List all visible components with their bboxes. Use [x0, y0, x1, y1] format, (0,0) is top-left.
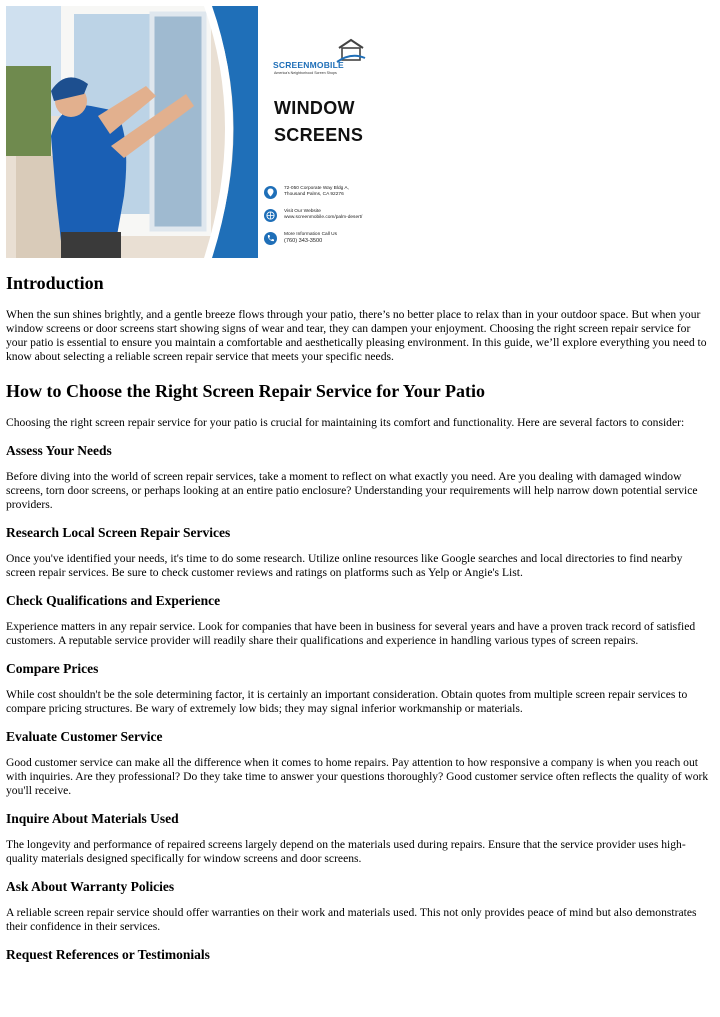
section-heading-references: Request References or Testimonials [6, 947, 210, 962]
intro-paragraph: When the sun shines brightly, and a gentle breeze flows through your patio, there’s no better place to relax than in your outdoor space. But when your window screens or door screens start showing signs of wear and tear, they can dampen your enjoyment. Choosing the right screen repair service for your patio is essential to ensure you maintain a comfortable and aesthetically pleasing environment. In this guide, we’ll explore everything you need to know about selecting a reliable screen repair service that meets your specific needs. [6, 308, 707, 363]
address-info [264, 186, 404, 206]
banner-title [274, 95, 363, 149]
phone-icon [264, 232, 277, 245]
section-paragraph-qualifications: Experience matters in any repair service. Look for companies that have been in business for several years and have a proven track record of satisfied customers. A reputable service provider will readily share their qualifications and experience in handling various types of screen repairs. [6, 620, 696, 647]
section-paragraph-compare-prices: While cost shouldn't be the sole determining factor, it is certainly an important consideration. Obtain quotes from multiple screen repair services to compare pricing structures. Be wary of extremely low bids; they may signal inferior workmanship or materials. [6, 688, 688, 715]
address-line-2: Thousand Palms, CA 92276 [284, 192, 344, 197]
intro-heading: Introduction [6, 273, 104, 293]
section-heading-qualifications: Check Qualifications and Experience [6, 593, 221, 608]
section-heading-assess-needs: Assess Your Needs [6, 443, 112, 458]
hero-banner [6, 6, 406, 258]
globe-icon [264, 209, 277, 222]
section-paragraph-customer-service: Good customer service can make all the difference when it comes to home repairs. Pay attention to how responsive a company is when you reach out with inquiries. Are they professional? Do they take time to answer your questions thoroughly? Good customer service often reflects the quality of work you'll receive. [6, 756, 709, 797]
phone-label: More Information Call Us [284, 232, 338, 237]
main-paragraph: Choosing the right screen repair service for your patio is crucial for maintaining its comfort and functionality. Here are several factors to consider: [6, 416, 685, 429]
section-heading-materials: Inquire About Materials Used [6, 811, 179, 826]
article-body [6, 262, 714, 974]
section-paragraph-warranty: A reliable screen repair service should offer warranties on their work and materials used. This not only provides peace of mind but also demonstrates their confidence in their services. [6, 906, 697, 933]
phone-number[interactable]: (760) 343-3500 [284, 238, 323, 244]
section-heading-customer-service: Evaluate Customer Service [6, 729, 163, 744]
technician-photo [6, 6, 258, 258]
banner-title-line-1: WINDOW [274, 98, 355, 118]
brand-tagline: America's Neighborhood Screen Shops [274, 71, 337, 75]
section-heading-compare-prices: Compare Prices [6, 661, 99, 676]
main-heading: How to Choose the Right Screen Repair Service for Your Patio [6, 381, 485, 401]
section-paragraph-assess-needs: Before diving into the world of screen repair services, take a moment to reflect on what exactly you need. Are you dealing with damaged window screens, torn door screens, or perhaps looking at an entire patio enclosure? Understanding your requirements will help narrow down potential service providers. [6, 470, 698, 511]
section-paragraph-research-local: Once you've identified your needs, it's time to do some research. Utilize online resources like Google searches and local directories to find nearby screen repair services. Be sure to check customer reviews and ratings on platforms such as Yelp or Angie's List. [6, 552, 683, 579]
section-paragraph-materials: The longevity and performance of repaired screens largely depend on the materials used during repairs. Ensure that the service provider uses high-quality materials designed specifically for window screens and door screens. [6, 838, 686, 865]
address-line-1: 72-050 Corporate Way Bldg A, [284, 186, 349, 191]
brand-logo [273, 40, 373, 80]
section-heading-warranty: Ask About Warranty Policies [6, 879, 175, 894]
banner-title-line-2: SCREENS [274, 125, 364, 145]
section-heading-research-local: Research Local Screen Repair Services [6, 525, 231, 540]
phone-info [264, 232, 404, 252]
website-label: Visit Our Website [284, 209, 321, 214]
brand-name: SCREENMOBILE [273, 60, 344, 70]
location-icon [264, 186, 277, 199]
website-info [264, 209, 404, 229]
website-url[interactable]: www.screenmobile.com/palm-desert/ [284, 215, 363, 220]
